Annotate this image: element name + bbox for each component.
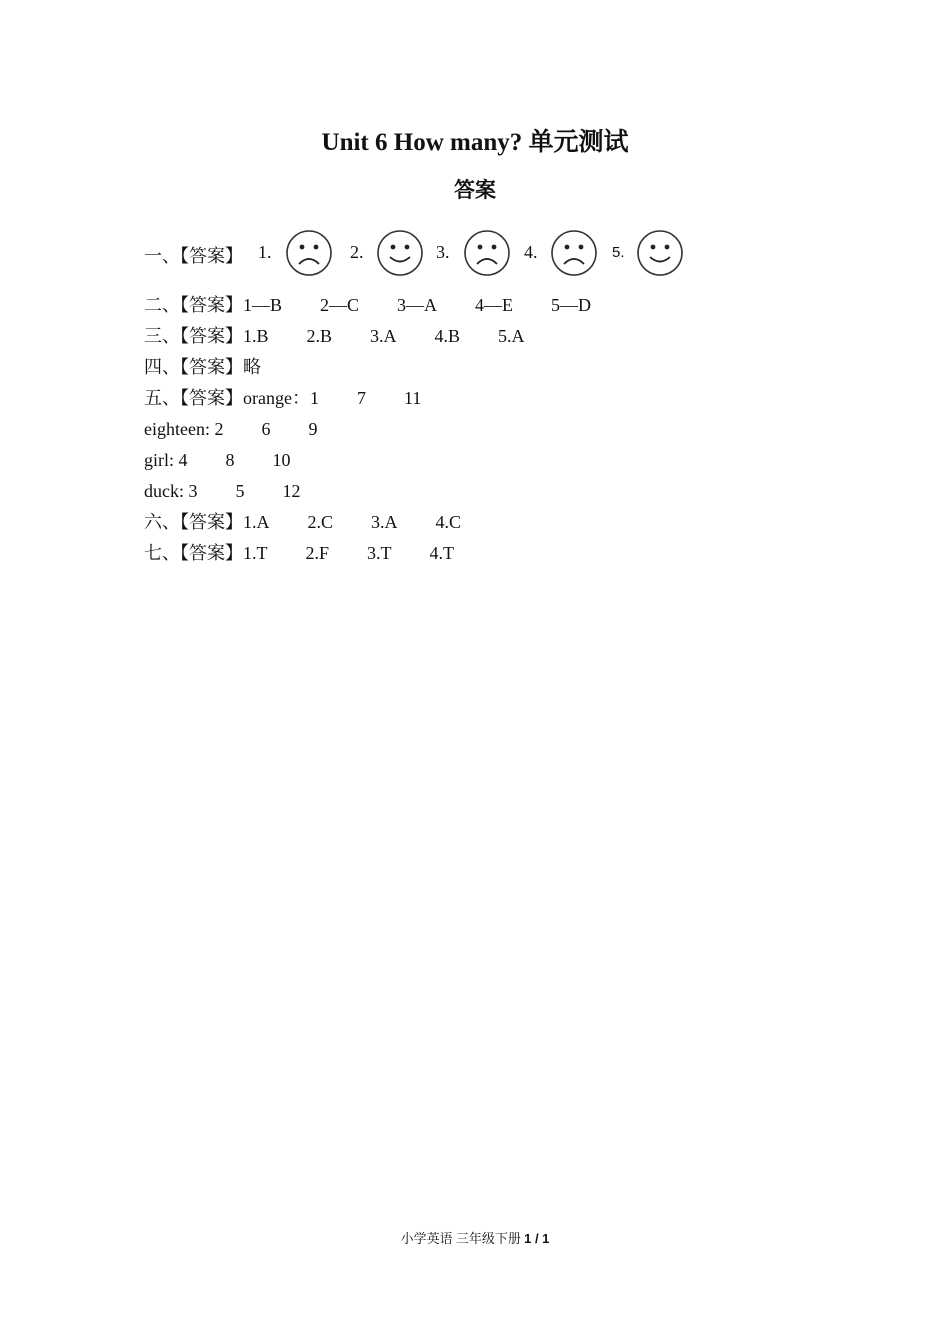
section-4-answers [144,356,261,378]
answer-item: 1.T [243,543,268,563]
answer-item: 2—C [320,295,360,315]
section-5-row-girl [144,449,291,471]
happy-face-icon [375,228,425,278]
answer-1-number: 1. [258,242,272,262]
section-6-answers [144,511,461,533]
section-4-label: 四、【答案】 [144,357,243,377]
answer-item: 1 [309,388,319,408]
answer-item: 12 [282,481,301,501]
answer-item: 4.B [434,326,461,346]
section-6-label: 六、【答案】 [144,512,243,532]
sad-face-icon [284,228,334,278]
answer-item: 3.T [367,543,392,563]
footer-text: 小学英语 三年级下册 [400,1231,525,1246]
section-5-row-duck [144,480,301,502]
section-5-row-orange [144,387,421,409]
word-label: eighteen: [144,419,215,439]
answer-item: 2.F [305,543,330,563]
section-3-label: 三、【答案】 [144,326,243,346]
answer-5-number: 5. [612,244,625,261]
answer-item: 3 [188,481,198,501]
answer-item: 6 [261,419,271,439]
page-footer [0,1228,950,1247]
answer-item: 2 [214,419,224,439]
answer-item: 3—A [397,295,438,315]
section-5-label: 五、【答案】 [144,388,243,408]
section-5-row-eighteen [144,418,317,440]
answer-3-number: 3. [436,242,450,262]
section-2-label: 二、【答案】 [144,295,243,315]
section-7-label: 七、【答案】 [144,543,243,563]
answer-item: 10 [272,450,291,470]
answer-item: 2.C [307,512,334,532]
sad-face-icon [462,228,512,278]
answer-item: 7 [356,388,366,408]
answer-item: 4.T [429,543,455,563]
answer-item: 8 [225,450,235,470]
answer-item: 11 [403,388,422,408]
answer-item: 5.A [498,326,525,346]
section-1-answers [144,228,704,278]
word-label: orange： [243,388,310,408]
sad-face-icon [549,228,599,278]
answer-4-number: 4. [524,242,538,262]
answer-item: 5 [235,481,245,501]
answer-item: 3.A [370,326,397,346]
answer-item: 4—E [475,295,514,315]
section-3-answers [144,325,525,347]
answer-item: 1—B [243,295,283,315]
answer-item: 2.B [306,326,333,346]
answer-item: 1.A [243,512,270,532]
answer-heading: 答案 [454,178,496,202]
answer-item: 9 [308,419,318,439]
answer-item: 略 [243,357,261,377]
happy-face-icon [635,228,685,278]
page-title: Unit 6 How many? 单元测试 [321,129,629,156]
word-label: duck: [144,481,189,501]
answer-item: 4.C [435,512,462,532]
section-1-label: 一、【答案】 [144,246,243,266]
answer-item: 3.A [371,512,398,532]
page-number: 1 / 1 [524,1231,550,1246]
section-7-answers [144,542,454,564]
answer-item: 5—D [551,295,592,315]
answer-item: 1.B [243,326,269,346]
answer-item: 4 [178,450,188,470]
section-2-answers [144,294,591,316]
word-label: girl: [144,450,179,470]
answer-2-number: 2. [350,242,364,262]
